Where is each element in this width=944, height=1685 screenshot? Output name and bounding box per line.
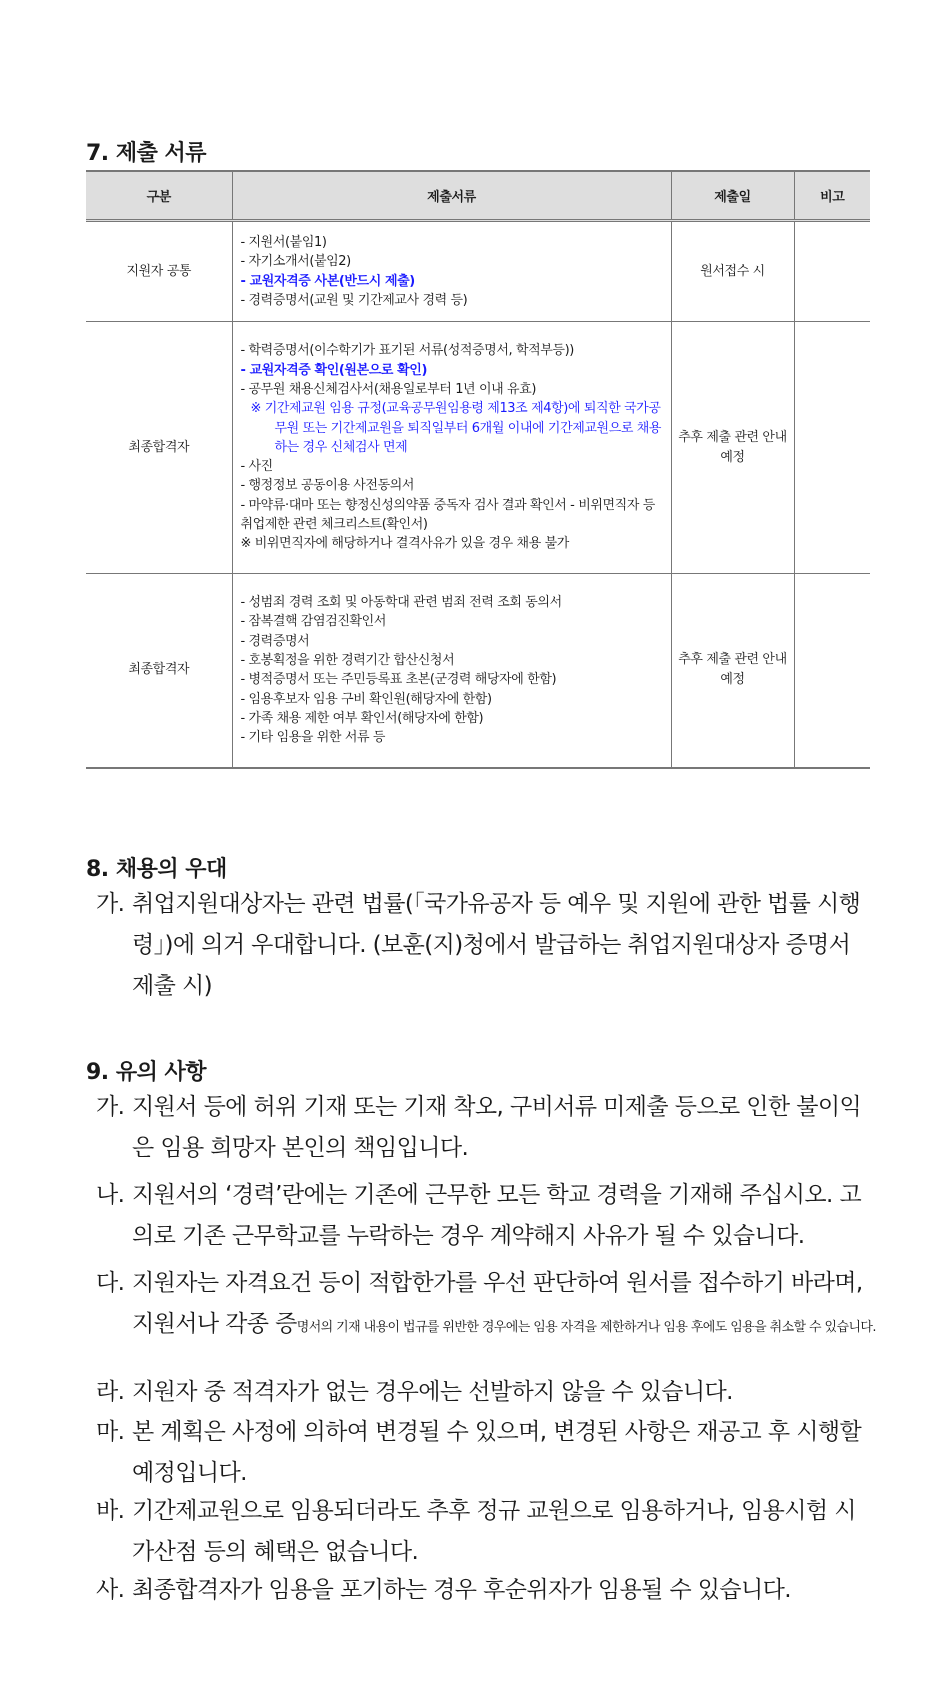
list-item: - 호봉획정을 위한 경력기간 합산신청서 xyxy=(240,652,455,668)
item-text: 지원서 등에 허위 기재 또는 기재 착오, 구비서류 미제출 등으로 인한 불이익은 임용 희망자 본인의 책임입니다. xyxy=(132,1094,862,1161)
header-documents: 제출서류 xyxy=(232,171,671,221)
list-item xyxy=(96,1412,876,1494)
row-date: 원서접수 시 xyxy=(671,221,794,322)
list-item xyxy=(96,884,876,1007)
list-item: - 경력증명서(교원 및 기간제교사 경력 등) xyxy=(240,292,468,308)
row-note xyxy=(794,322,870,574)
item-marker: 바. xyxy=(96,1498,125,1524)
row-note xyxy=(794,574,870,768)
table-row xyxy=(86,574,870,768)
list-item: - 기타 임용을 위한 서류 등 xyxy=(240,730,386,746)
list-item: - 교원자격증 확인(원본으로 확인) xyxy=(240,362,428,378)
section-7-title: 7. 제출 서류 xyxy=(86,141,206,166)
table-header-row xyxy=(86,171,870,221)
item-marker: 마. xyxy=(96,1419,125,1445)
list-item xyxy=(96,1263,876,1348)
list-item xyxy=(96,1372,876,1413)
list-item: - 가족 채용 제한 여부 확인서(해당자에 한함) xyxy=(240,710,484,726)
list-item: - 마약류·대마 또는 향정신성의약품 중독자 검사 결과 확인서 - 비위면직자 등 취업제한 관련 체크리스트(확인서) xyxy=(240,497,655,533)
row-note xyxy=(794,221,870,322)
list-item: - 행정정보 공동이용 사전동의서 xyxy=(240,478,415,494)
item-marker: 사. xyxy=(96,1577,125,1603)
row-category: 최종합격자 xyxy=(86,574,232,768)
row-date: 추후 제출 관련 안내 예정 xyxy=(671,574,794,768)
list-item: - 지원서(붙임1) xyxy=(240,234,327,250)
header-category: 구분 xyxy=(86,171,232,221)
list-item: - 자기소개서(붙임2) xyxy=(240,254,351,270)
list-item: ※ 비위면직자에 해당하거나 결격사유가 있을 경우 채용 불가 xyxy=(240,536,569,552)
table-row xyxy=(86,221,870,322)
header-note: 비고 xyxy=(794,171,870,221)
list-item: - 학력증명서(이수학기가 표기된 서류(성적증명서, 학적부등)) xyxy=(240,343,574,359)
list-item xyxy=(96,1087,876,1169)
list-item: - 성범죄 경력 조회 및 아동학대 관련 범죄 전력 조회 동의서 xyxy=(240,595,562,611)
list-item: - 병적증명서 또는 주민등록표 초본(군경력 해당자에 한함) xyxy=(240,672,557,688)
item-marker: 가. xyxy=(96,891,125,917)
row-documents xyxy=(232,221,671,322)
table-row xyxy=(86,322,870,574)
list-item xyxy=(96,1491,876,1573)
section-8-title: 8. 채용의 우대 xyxy=(86,857,227,882)
item-marker: 라. xyxy=(96,1379,125,1405)
item-marker: 다. xyxy=(96,1270,125,1296)
row-documents xyxy=(232,322,671,574)
item-marker: 가. xyxy=(96,1094,125,1120)
item-text: 지원서의 ‘경력’란에는 기존에 근무한 모든 학교 경력을 기재해 주십시오. 고의로 기존 근무학교를 누락하는 경우 계약해지 사유가 될 수 있습니다. xyxy=(132,1182,862,1249)
list-item: - 임용후보자 임용 구비 확인원(해당자에 한함) xyxy=(240,691,492,707)
list-item: - 공무원 채용신체검사서(채용일로부터 1년 이내 유효) xyxy=(240,381,536,397)
list-item xyxy=(96,1175,876,1257)
item-text: 취업지원대상자는 관련 법률(「국가유공자 등 예우 및 지원에 관한 법률 시행령」)에 의거 우대합니다. (보훈(지)청에서 발급하는 취업지원대상자 증명서 제출 시) xyxy=(132,891,861,999)
item-text: 지원자 중 적격자가 없는 경우에는 선발하지 않을 수 있습니다. xyxy=(132,1379,733,1405)
row-category: 최종합격자 xyxy=(86,322,232,574)
list-item xyxy=(96,1570,876,1611)
row-documents xyxy=(232,574,671,768)
item-text: 기간제교원으로 임용되더라도 추후 정규 교원으로 임용하거나, 임용시험 시 가산점 등의 혜택은 없습니다. xyxy=(132,1498,856,1565)
documents-table xyxy=(86,170,870,769)
list-item: - 교원자격증 사본(반드시 제출) xyxy=(240,273,415,289)
header-date: 제출일 xyxy=(671,171,794,221)
item-text-small: 명서의 기재 내용이 법규를 위반한 경우에는 임용 자격을 제한하거나 임용 후에도 임용을 취소할 수 있습니다. xyxy=(296,1320,876,1335)
row-category: 지원자 공통 xyxy=(86,221,232,322)
list-item: - 사진 xyxy=(240,459,273,475)
item-text: 지원자는 자격요건 등이 적합한가를 우선 판단하여 원서를 접수하기 바라며, 지원서나 각종 증 xyxy=(132,1270,863,1337)
row-date: 추후 제출 관련 안내 예정 xyxy=(671,322,794,574)
item-text: 최종합격자가 임용을 포기하는 경우 후순위자가 임용될 수 있습니다. xyxy=(132,1577,791,1603)
list-item: - 잠복결핵 감염검진확인서 xyxy=(240,614,386,630)
item-marker: 나. xyxy=(96,1182,125,1208)
list-item: - 경력증명서 xyxy=(240,633,310,649)
list-item: ※ 기간제교원 임용 규정(교육공무원임용령 제13조 제4항)에 퇴직한 국가공무원 또는 기간제교원을 퇴직일부터 6개월 이내에 기간제교원으로 채용하는 경우 신체검사 면제 xyxy=(250,401,662,455)
section-9-title: 9. 유의 사항 xyxy=(86,1060,206,1085)
item-text: 본 계획은 사정에 의하여 변경될 수 있으며, 변경된 사항은 재공고 후 시행할 예정입니다. xyxy=(132,1419,862,1486)
